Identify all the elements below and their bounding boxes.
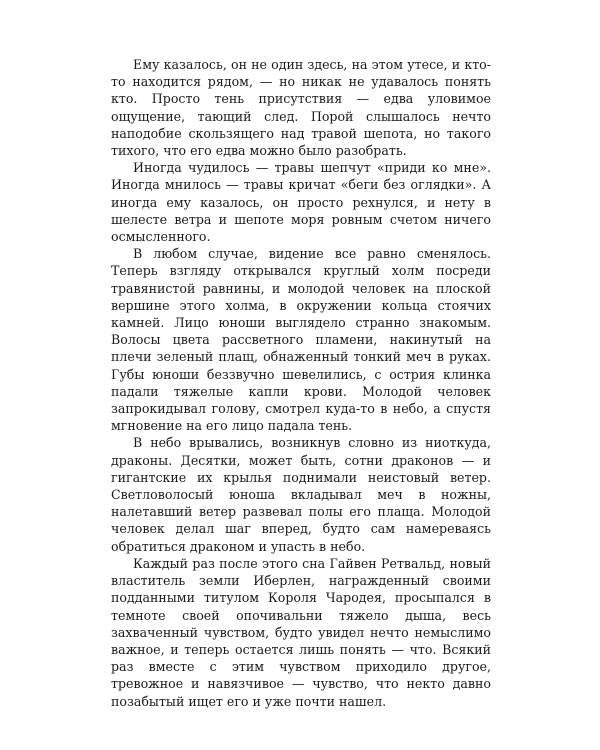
paragraph: В небо врывались, возникнув словно из ниоткуда, драконы. Десятки, может быть, сотни драконов — и гигантские их крылья поднимали неистовый ветер. Светловолосый юноша вкладывал меч в ножны, налетавший ветер развевал полы его плаща. Молодой человек делал шаг вперед, будто сам намереваясь обратиться драконом и упасть в небо. bbox=[111, 435, 491, 554]
paragraph: Каждый раз после этого сна Гайвен Ретвальд, новый властитель земли Иберлен, награжденный своими подданными титулом Короля Чародея, просыпался в темноте своей опочивальни тяжело дыша, весь захваченный чувством, будто увидел нечто немыслимо важное, и теперь остается лишь понять — что. Всякий раз вместе с этим чувством приходило другое, тревожное и навязчивое — чувство, что некто давно позабытый ищет его и уже почти нашел. bbox=[111, 555, 491, 709]
book-page bbox=[111, 56, 491, 710]
paragraph: Ему казалось, он не один здесь, на этом утесе, и кто-то находится рядом, — но никак не удавалось понять кто. Просто тень присутствия — едва уловимое ощущение, тающий след. Порой слышалось нечто наподобие скользящего над травой шепота, но такого тихого, что его едва можно было разобрать. bbox=[111, 57, 491, 159]
paragraph: В любом случае, видение все равно сменялось. Теперь взгляду открывался круглый холм посреди травянистой равнины, и молодой человек на плоской вершине этого холма, в окружении кольца стоячих камней. Лицо юноши выглядело странно знакомым. Волосы цвета рассветного пламени, накинутый на плечи зеленый плащ, обнаженный тонкий меч в руках. Губы юноши беззвучно шевелились, с острия клинка падали тяжелые капли крови. Молодой человек запрокидывал голову, смотрел куда-то в небо, а спустя мгновение на его лицо падала тень. bbox=[111, 246, 491, 434]
paragraph: Иногда чудилось — травы шепчут «приди ко мне». Иногда мнилось — травы кричат «беги без оглядки». А иногда ему казалось, он просто рехнулся, и нету в шелесте ветра и шепоте моря ровным счетом ничего осмысленного. bbox=[111, 160, 491, 245]
